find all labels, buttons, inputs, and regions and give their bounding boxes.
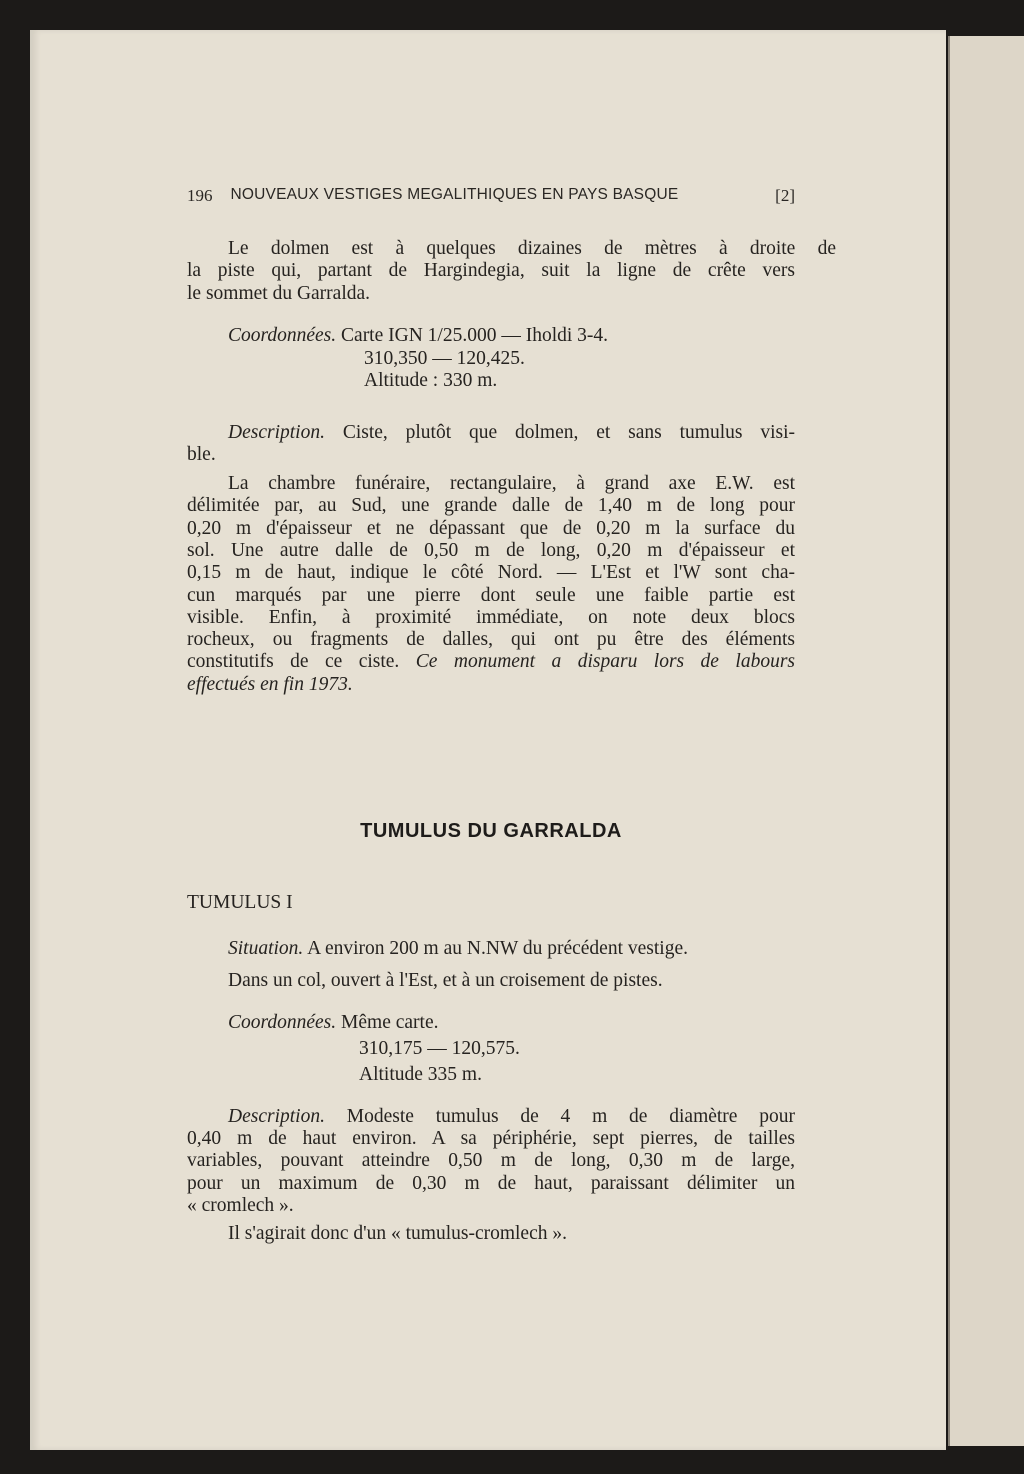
text-line (187, 1128, 795, 1150)
text-line (187, 540, 795, 562)
text: « cromlech ». (187, 1195, 294, 1216)
text: la piste qui, partant de Hargindegia, suit la ligne de crête vers (187, 260, 795, 281)
text-line (228, 325, 608, 347)
text: rocheux, ou fragments de dalles, qui ont pu être des éléments (187, 629, 795, 650)
text-line (228, 1012, 438, 1034)
text-line (187, 518, 795, 540)
text-line (187, 674, 353, 696)
text-line (187, 444, 216, 466)
text-line (187, 495, 795, 517)
text: Ciste, plutôt que dolmen, et sans tumulus visi- (324, 422, 795, 443)
text: 0,20 m d'épaisseur et ne dépassant que de 0,20 m la surface du (187, 518, 795, 539)
text-line (228, 938, 688, 960)
text: Il s'agirait donc d'un « tumulus-cromlech ». (228, 1223, 567, 1244)
text: TUMULUS I (187, 892, 293, 913)
text-line (228, 970, 663, 992)
text-line (187, 651, 795, 673)
italic-text: Description. (228, 1106, 325, 1127)
text: cun marqués par une pierre dont seule une faible partie est (187, 585, 795, 606)
section-number: [2] (775, 186, 795, 205)
page-number: 196 (187, 186, 213, 205)
text-line (187, 629, 795, 651)
text: A environ 200 m au N.NW du précédent vestige. (303, 938, 688, 959)
text-line (187, 1173, 795, 1195)
text-line (228, 238, 836, 260)
text-line (359, 1064, 482, 1086)
text-line (359, 1038, 520, 1060)
text: pour un maximum de 0,30 m de haut, paraissant délimiter un (187, 1173, 795, 1194)
section-heading: TUMULUS DU GARRALDA (360, 820, 622, 842)
text-line (187, 1150, 795, 1172)
text-line (187, 562, 795, 584)
text-line (364, 348, 525, 370)
text: 310,175 — 120,575. (359, 1038, 520, 1059)
italic-text: effectués en fin 1973. (187, 674, 353, 695)
facing-page-edge (948, 36, 1024, 1446)
text: Carte IGN 1/25.000 — Iholdi 3-4. (336, 325, 609, 346)
running-title: NOUVEAUX VESTIGES MEGALITHIQUES EN PAYS BASQUE (230, 186, 679, 203)
text: Altitude 335 m. (359, 1064, 482, 1085)
text-line (187, 283, 370, 305)
text: variables, pouvant atteindre 0,50 m de long, 0,30 m de large, (187, 1150, 795, 1171)
text: 0,40 m de haut environ. A sa périphérie, sept pierres, de tailles (187, 1128, 795, 1149)
text: délimitée par, au Sud, une grande dalle de 1,40 m de long pour (187, 495, 795, 516)
italic-text: Coordonnées. (228, 325, 337, 346)
text: 0,15 m de haut, indique le côté Nord. — L'Est et l'W sont cha- (187, 562, 795, 583)
text: Le dolmen est à quelques dizaines de mètres à droite de (228, 238, 836, 259)
italic-text: Ce monument a disparu lors de labours (415, 651, 795, 672)
text: constitutifs de ce ciste. (187, 651, 416, 672)
text-line (187, 892, 293, 914)
text-line (187, 585, 795, 607)
text: Dans un col, ouvert à l'Est, et à un croisement de pistes. (228, 970, 663, 991)
text: visible. Enfin, à proximité immédiate, on note deux blocs (187, 607, 795, 628)
text: Modeste tumulus de 4 m de diamètre pour (324, 1106, 795, 1127)
italic-text: Description. (228, 422, 325, 443)
text: sol. Une autre dalle de 0,50 m de long, 0,20 m d'épaisseur et (187, 540, 795, 561)
text-line (364, 370, 497, 392)
text-line (228, 473, 795, 495)
running-header (187, 186, 795, 206)
text: La chambre funéraire, rectangulaire, à grand axe E.W. est (228, 473, 795, 494)
text: Altitude : 330 m. (364, 370, 498, 391)
text: ble. (187, 444, 216, 465)
text-line (228, 1223, 567, 1245)
text-line (187, 1195, 294, 1217)
text: le sommet du Garralda. (187, 283, 371, 304)
text: Même carte. (336, 1012, 439, 1033)
text-line (228, 422, 795, 444)
italic-text: Situation. (228, 938, 304, 959)
italic-text: Coordonnées. (228, 1012, 337, 1033)
text: 310,350 — 120,425. (364, 348, 525, 369)
text-line (228, 1106, 795, 1128)
text-line (187, 607, 795, 629)
text-line (187, 260, 795, 282)
